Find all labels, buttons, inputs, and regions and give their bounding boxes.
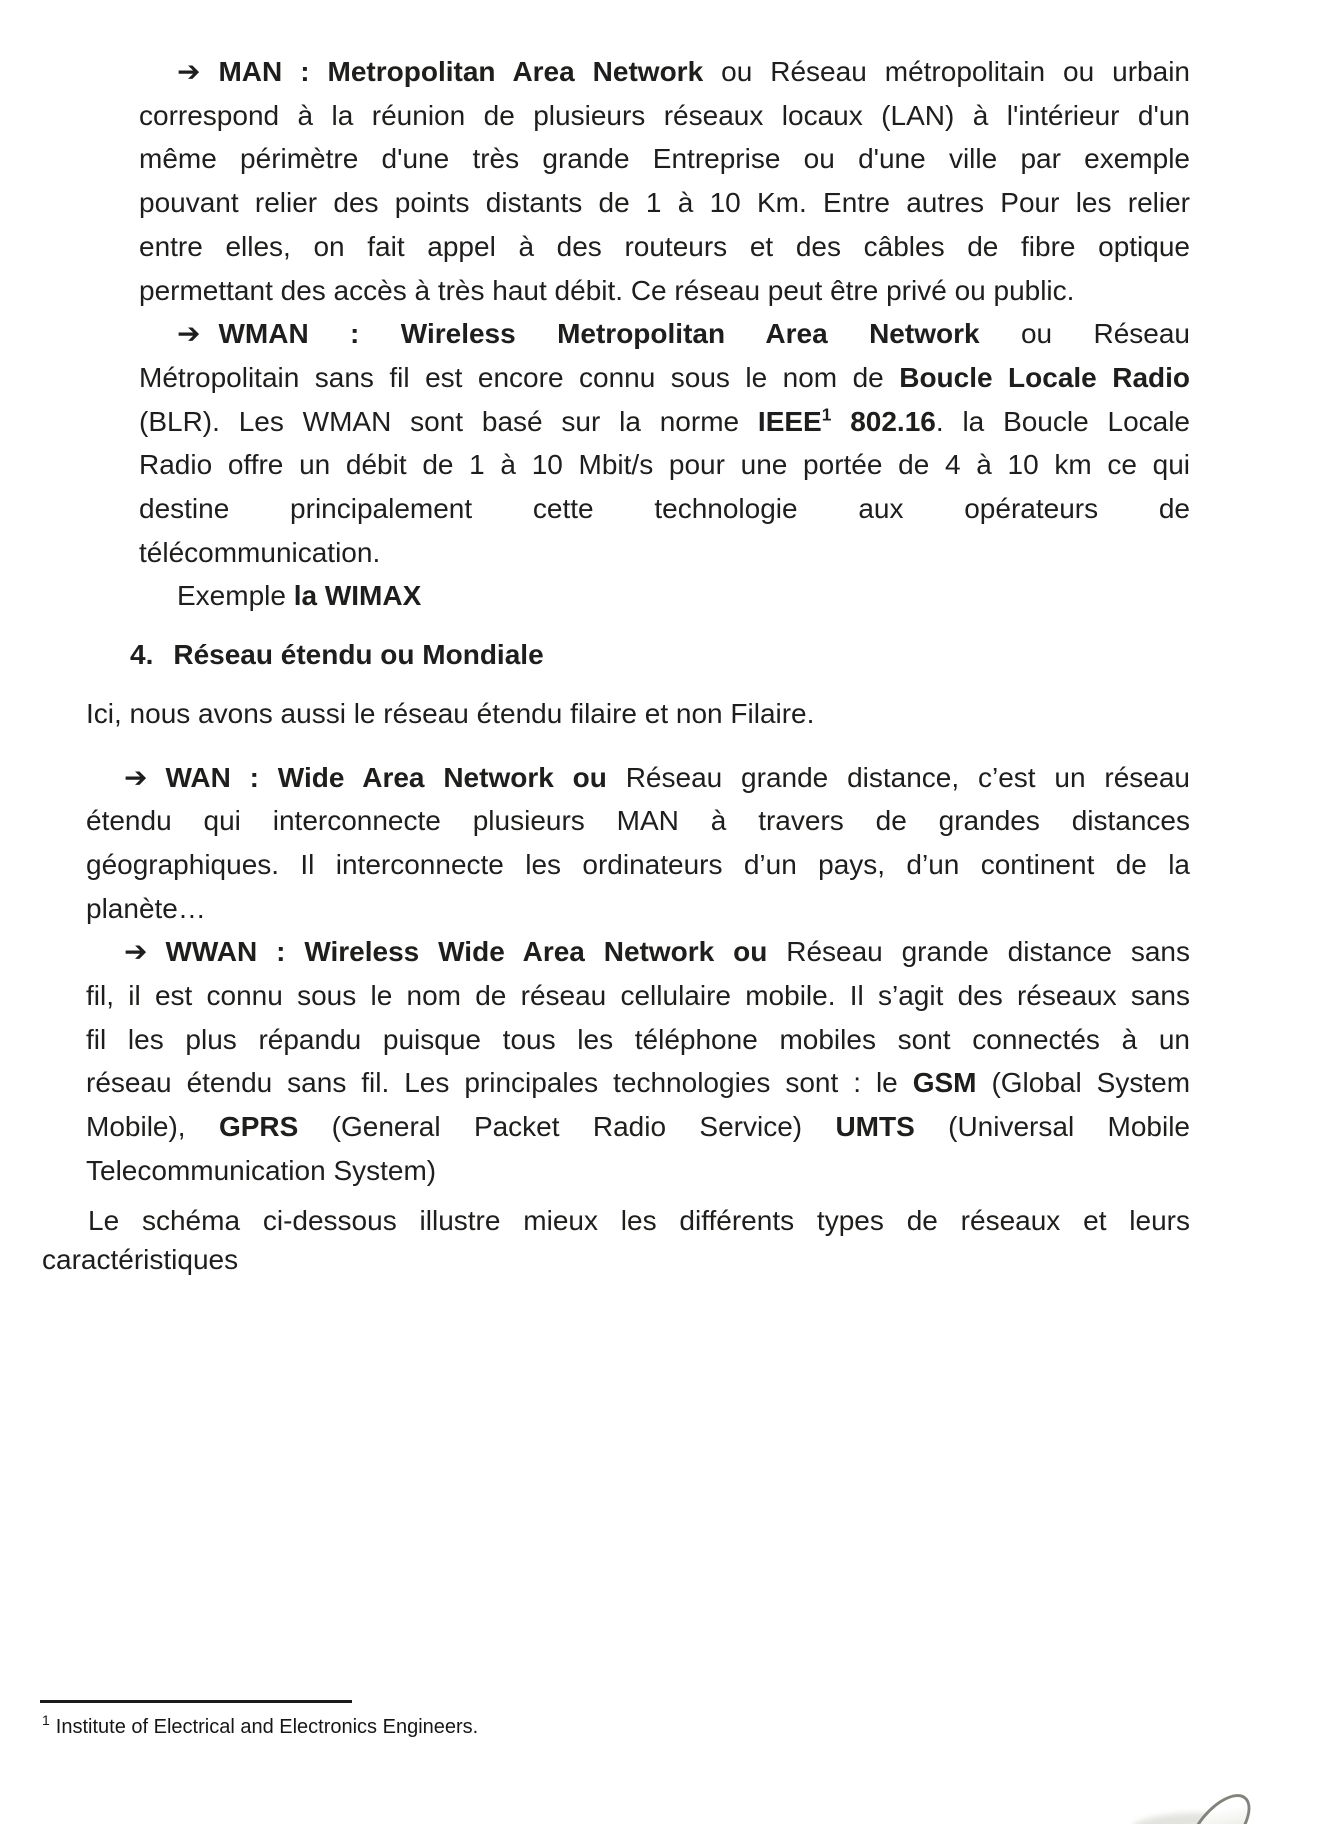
footnote — [42, 1712, 478, 1742]
schema-paragraph-line — [42, 1201, 1190, 1241]
text-run: permettant des accès à très haut débit. Ce réseau peut être privé ou public. — [139, 274, 1075, 306]
text-run: Ici, nous avons aussi le réseau étendu filaire et non Filaire. — [86, 697, 815, 729]
schema-paragraph-line — [42, 1240, 1190, 1280]
man-paragraph-line — [139, 181, 1190, 225]
wwan-paragraph-line — [86, 1149, 1190, 1193]
text-run: UMTS — [835, 1111, 915, 1143]
wman-paragraph-line — [139, 443, 1190, 487]
wan-paragraph-line — [86, 756, 1190, 800]
schema-paragraph — [42, 1201, 1190, 1280]
text-run: Réseau étendu ou Mondiale — [173, 639, 544, 671]
text-run: GSM — [912, 1067, 977, 1099]
wman-paragraph-line — [139, 531, 1190, 575]
arrow-bullet-icon: ➔ — [124, 760, 148, 794]
text-run: Exemple — [177, 580, 294, 612]
wwan-paragraph-line — [86, 974, 1190, 1018]
text-run: . la Boucle Locale — [935, 405, 1191, 437]
text-run: 4. — [130, 639, 154, 671]
text-run: 1 — [821, 404, 832, 425]
text-run: la WIMAX — [293, 580, 422, 612]
text-run: MAN : Metropolitan Area Network — [218, 56, 722, 87]
document-body — [0, 50, 1323, 1280]
wwan-paragraph-line — [86, 1061, 1190, 1105]
text-run: Réseau grande distance sans — [786, 936, 1191, 968]
text-run: WWAN : Wireless Wide Area Network ou — [165, 936, 787, 968]
man-paragraph — [139, 50, 1190, 312]
man-paragraph-line — [139, 50, 1190, 94]
text-run: WMAN : Wireless Metropolitan Area Network — [218, 318, 1021, 350]
text-run: GPRS — [218, 1111, 299, 1143]
text-run: même périmètre d'une très grande Entreprise ou d'une ville par exemple — [139, 143, 1190, 175]
ici-paragraph-line — [86, 692, 1190, 736]
text-run — [831, 406, 850, 437]
text-run: planète… — [86, 892, 206, 924]
wman-paragraph-line — [139, 312, 1190, 356]
text-run: Réseau grande distance, c’est un réseau — [625, 761, 1190, 793]
text-run: 802.16 — [850, 405, 936, 437]
text-run: (Global System — [976, 1067, 1191, 1099]
ici-paragraph — [86, 692, 1190, 736]
exemple-line-paragraph-line — [177, 574, 1323, 618]
wwan-paragraph-line — [86, 1105, 1190, 1149]
man-paragraph-line — [139, 94, 1190, 138]
text-run: télécommunication. — [139, 536, 381, 568]
text-run: (General Packet Radio Service) — [298, 1111, 836, 1143]
text-run: réseau étendu sans fil. Les principales technologies sont : le — [86, 1067, 913, 1099]
man-paragraph-line — [139, 137, 1190, 181]
text-run: Radio offre un débit de 1 à 10 Mbit/s pour une portée de 4 à 10 km ce qui — [139, 449, 1190, 481]
wan-paragraph-line — [86, 799, 1190, 843]
text-run: Métropolitain sans fil est encore connu sous le nom de — [139, 361, 900, 393]
wman-paragraph-line — [139, 487, 1190, 531]
wman-paragraph-line — [139, 400, 1190, 444]
wwan-paragraph-line — [86, 930, 1190, 974]
wwan-paragraph-line — [86, 1018, 1190, 1062]
text-run: (BLR). Les WMAN sont basé sur la norme — [139, 405, 758, 437]
text-run: géographiques. Il interconnecte les ordinateurs d’un pays, d’un continent de la — [86, 848, 1190, 880]
wan-paragraph-line — [86, 887, 1190, 931]
text-run: fil, il est connu sous le nom de réseau cellulaire mobile. Il s’agit des réseaux sans — [86, 980, 1190, 1012]
footnote-marker: 1 — [42, 1712, 50, 1729]
text-run: Telecommunication System) — [86, 1154, 437, 1186]
text-run: entre elles, on fait appel à des routeurs et des câbles de fibre optique — [139, 230, 1190, 262]
text-run: étendu qui interconnecte plusieurs MAN à travers de grandes distances — [86, 805, 1190, 837]
man-paragraph-line — [139, 225, 1190, 269]
text-run: caractéristiques — [42, 1244, 239, 1276]
wwan-paragraph — [86, 930, 1190, 1192]
wman-paragraph — [139, 312, 1190, 574]
text-run: WAN : Wide Area Network ou — [165, 761, 626, 793]
text-run: fil les plus répandu puisque tous les téléphone mobiles sont connectés à un — [86, 1023, 1190, 1055]
text-run: ou Réseau métropolitain ou urbain — [721, 56, 1190, 87]
arrow-bullet-icon: ➔ — [177, 55, 201, 88]
text-run: Le schéma ci-dessous illustre mieux les différents types de réseaux et leurs — [88, 1204, 1190, 1236]
text-run: Mobile), — [86, 1111, 219, 1143]
footnote-text: Institute of Electrical and Electronics Engineers. — [55, 1716, 479, 1738]
text-run: destine principalement cette technologie aux opérateurs de — [139, 493, 1190, 525]
text-run: (Universal Mobile — [914, 1111, 1190, 1143]
footnote-separator — [40, 1700, 352, 1703]
wman-paragraph-line — [139, 356, 1190, 400]
text-run: IEEE — [757, 405, 822, 437]
text-run: correspond à la réunion de plusieurs réseaux locaux (LAN) à l'intérieur d'un — [139, 99, 1190, 131]
wan-paragraph — [86, 756, 1190, 931]
exemple-line-paragraph — [177, 574, 1323, 618]
arrow-bullet-icon: ➔ — [177, 317, 201, 351]
text-run: Boucle Locale Radio — [899, 361, 1190, 393]
arrow-bullet-icon: ➔ — [124, 935, 148, 969]
text-run: pouvant relier des points distants de 1 à 10 Km. Entre autres Pour les relier — [139, 187, 1190, 219]
section-heading-4 — [130, 633, 1323, 677]
text-run: ou Réseau — [1020, 318, 1191, 350]
section-heading-4-line — [130, 633, 1323, 677]
wan-paragraph-line — [86, 843, 1190, 887]
man-paragraph-line — [139, 269, 1190, 313]
